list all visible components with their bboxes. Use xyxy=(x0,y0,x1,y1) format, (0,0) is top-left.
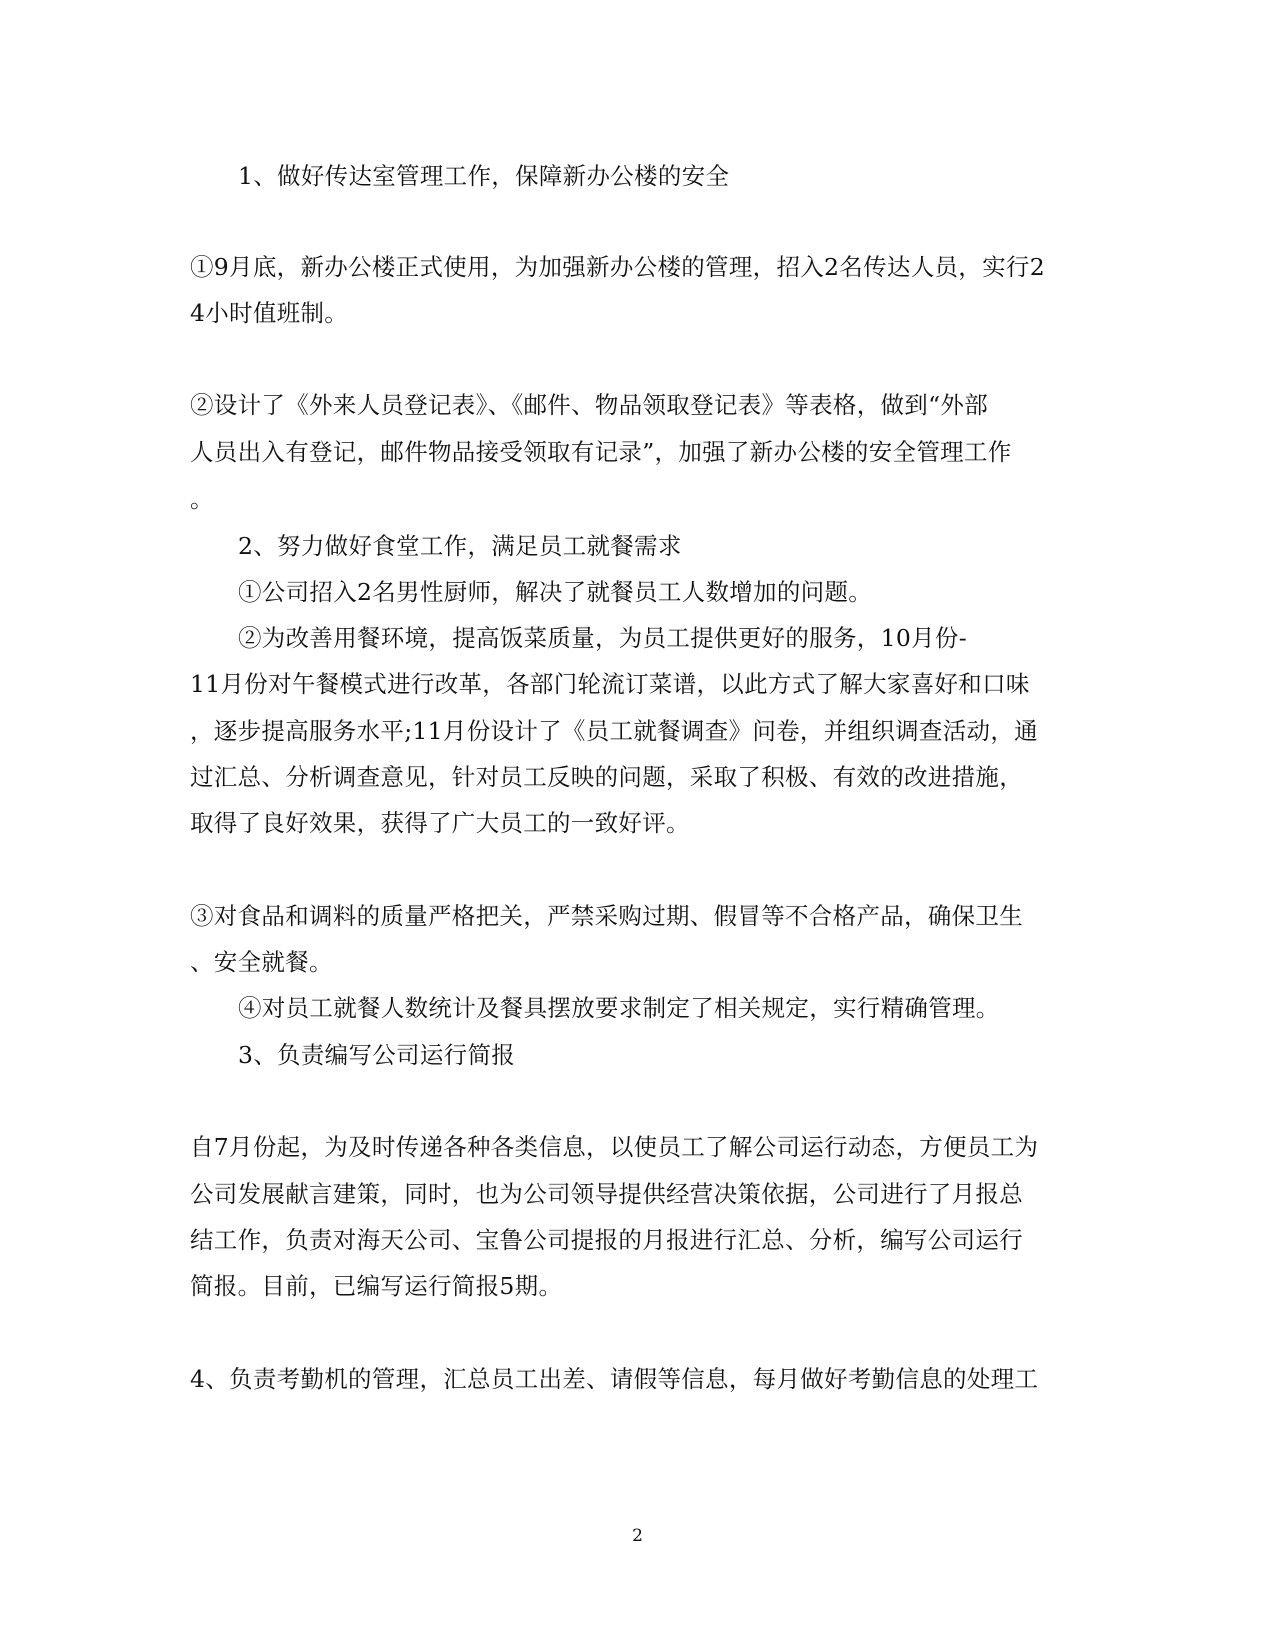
paragraph-line: 人员出入有登记，邮件物品接受领取有记录”，加强了新办公楼的安全管理工作 xyxy=(190,438,1012,466)
paragraph-line: ②设计了《外来人员登记表》、《邮件、物品领取登记表》等表格，做到“外部 xyxy=(190,391,989,419)
paragraph-line: ，逐步提高服务水平;11月份设计了《员工就餐调查》问卷，并组织调查活动，通 xyxy=(190,717,1038,745)
section-heading-4: 4、负责考勤机的管理，汇总员工出差、请假等信息，每月做好考勤信息的处理工 xyxy=(190,1365,1039,1393)
paragraph-line: ④对员工就餐人数统计及餐具摆放要求制定了相关规定，实行精确管理。 xyxy=(238,994,1000,1022)
page-number: 2 xyxy=(632,1526,643,1546)
paragraph-line: 简报。目前，已编写运行简报5期。 xyxy=(190,1272,563,1300)
paragraph-line: 4小时值班制。 xyxy=(190,299,349,327)
paragraph-line: 结工作，负责对海天公司、宝鲁公司提报的月报进行汇总、分析，编写公司运行 xyxy=(190,1226,1023,1254)
paragraph-line: 取得了良好效果，获得了广大员工的一致好评。 xyxy=(190,809,690,837)
section-heading-2: 2、努力做好食堂工作，满足员工就餐需求 xyxy=(238,532,682,560)
paragraph-line: 、安全就餐。 xyxy=(190,948,333,976)
paragraph-line: 自7月份起，为及时传递各种各类信息，以使员工了解公司运行动态，方便员工为 xyxy=(190,1133,1039,1161)
paragraph-line: ②为改善用餐环境，提高饭菜质量，为员工提供更好的服务，10月份- xyxy=(238,624,967,652)
paragraph-line: 11月份对午餐模式进行改革，各部门轮流订菜谱，以此方式了解大家喜好和口味 xyxy=(190,670,1030,698)
paragraph-line: 公司发展献言建策，同时，也为公司领导提供经营决策依据，公司进行了月报总 xyxy=(190,1180,1023,1208)
paragraph-line: ③对食品和调料的质量严格把关，严禁采购过期、假冒等不合格产品，确保卫生 xyxy=(190,902,1023,930)
paragraph-line: 过汇总、分析调查意见，针对员工反映的问题，采取了积极、有效的改进措施， xyxy=(190,763,1023,791)
paragraph-line: ①9月底，新办公楼正式使用，为加强新办公楼的管理，招入2名传达人员，实行2 xyxy=(190,253,1045,281)
paragraph-line: 。 xyxy=(190,485,214,513)
section-heading-1: 1、做好传达室管理工作，保障新办公楼的安全 xyxy=(238,162,730,190)
paragraph-line: ①公司招入2名男性厨师，解决了就餐员工人数增加的问题。 xyxy=(238,578,873,606)
section-heading-3: 3、负责编写公司运行简报 xyxy=(238,1041,516,1069)
